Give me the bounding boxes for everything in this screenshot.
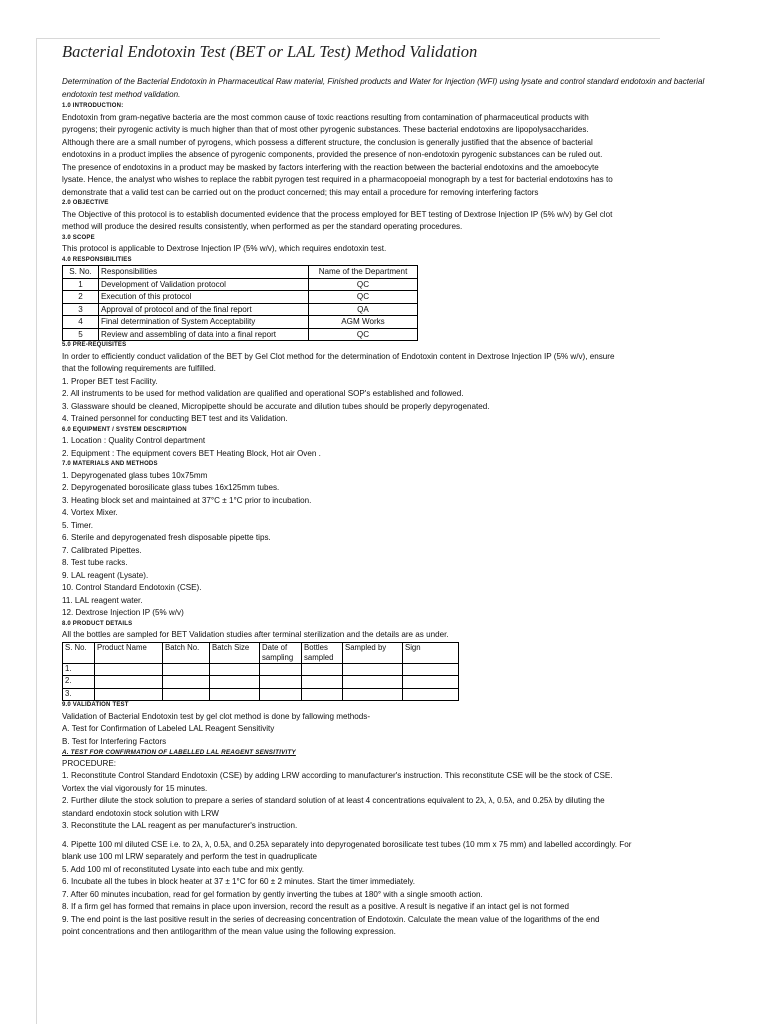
procedure-label: PROCEDURE: bbox=[62, 758, 116, 768]
table-row bbox=[63, 688, 459, 701]
text-line: blank use 100 ml LRW separately and perform the test in quadruplicate bbox=[62, 852, 317, 861]
table-row bbox=[63, 316, 418, 329]
text-line: 10. Control Standard Endotoxin (CSE). bbox=[62, 583, 202, 592]
text-line: 9. LAL reagent (Lysate). bbox=[62, 570, 149, 580]
table-cell bbox=[260, 663, 302, 676]
column-header: Responsibilities bbox=[99, 266, 309, 279]
table-cell bbox=[302, 663, 343, 676]
validation-test-text bbox=[62, 711, 714, 749]
table-cell bbox=[163, 676, 210, 689]
table-cell: 3 bbox=[63, 303, 99, 316]
text-line: 9. The end point is the last positive result in the series of decreasing concentration of Endotoxin. Calculate the mean value of the logarithms of the end bbox=[62, 914, 600, 924]
product-details-intro: All the bottles are sampled for BET Validation studies after terminal sterilization and the details are as under. bbox=[62, 630, 449, 639]
column-header: S. No. bbox=[63, 266, 99, 279]
text-line: 5. Add 100 ml of reconstituted Lysate into each tube and mix gently. bbox=[62, 864, 305, 874]
column-header: Batch No. bbox=[163, 642, 210, 663]
table-cell bbox=[343, 688, 403, 701]
table-cell: 5 bbox=[63, 328, 99, 341]
text-line: 12. Dextrose Injection IP (5% w/v) bbox=[62, 608, 184, 617]
section-heading-equipment: 6.0 EQUIPMENT / SYSTEM DESCRIPTION bbox=[62, 426, 187, 433]
text-line: 4. Vortex Mixer. bbox=[62, 508, 118, 517]
section-heading-materials: 7.0 MATERIALS AND METHODS bbox=[62, 461, 158, 467]
table-cell bbox=[260, 688, 302, 701]
text-line: 1. Proper BET test Facility. bbox=[62, 376, 158, 386]
table-cell bbox=[210, 676, 260, 689]
text-line: B. Test for Interfering Factors bbox=[62, 736, 167, 746]
product-details-table bbox=[62, 642, 459, 702]
table-cell bbox=[260, 676, 302, 689]
table-cell bbox=[210, 688, 260, 701]
text-line: pyrogens; their pyrogenic activity is much higher than that of most other pyrogenic substances. These bacterial endotoxins are lipopolysaccharides. bbox=[62, 125, 589, 134]
table-cell: QC bbox=[309, 291, 418, 304]
text-line: 1. Reconstitute Control Standard Endotoxin (CSE) by adding LRW according to manufacturer's instruction. This reconstitute CSE will be the stock of CSE. bbox=[62, 771, 613, 780]
table-cell bbox=[163, 688, 210, 701]
table-row bbox=[63, 328, 418, 341]
table-cell: Development of Validation protocol bbox=[99, 278, 309, 291]
document-body bbox=[62, 42, 714, 939]
procedure-steps-1 bbox=[62, 770, 714, 833]
text-line: 4. Pipette 100 ml diluted CSE i.e. to 2λ, λ, 0.5λ, and 0.25λ separately into depyrogenated borosilicate test tubes (10 mm x 75 mm) and labelled accordingly. For bbox=[62, 839, 632, 849]
text-line: Endotoxin from gram-negative bacteria are the most common cause of toxic reactions resulting from contamination of pharmaceutical products with bbox=[62, 112, 589, 122]
scope-text bbox=[62, 243, 714, 256]
text-line: 1. Depyrogenated glass tubes 10x75mm bbox=[62, 470, 208, 480]
table-cell: 4 bbox=[63, 316, 99, 329]
table-cell: Final determination of System Acceptability bbox=[99, 316, 309, 329]
table-row bbox=[63, 676, 459, 689]
text-line: 6. Sterile and depyrogenated fresh disposable pipette tips. bbox=[62, 533, 271, 542]
introduction-text bbox=[62, 112, 714, 200]
text-line: 1. Location : Quality Control department bbox=[62, 436, 206, 445]
table-cell: AGM Works bbox=[309, 316, 418, 329]
table-cell bbox=[403, 688, 459, 701]
table-cell bbox=[343, 663, 403, 676]
text-line: 8. Test tube racks. bbox=[62, 558, 128, 567]
table-header-row bbox=[63, 266, 418, 279]
table-cell: Execution of this protocol bbox=[99, 291, 309, 304]
section-heading-responsibilities: 4.0 RESPONSIBILITIES bbox=[62, 256, 132, 263]
column-header: Product Name bbox=[95, 642, 163, 663]
table-cell bbox=[403, 676, 459, 689]
column-header: Batch Size bbox=[210, 642, 260, 663]
text-line: In order to efficiently conduct validation of the BET by Gel Clot method for the determination of Endotoxin content in Dextrose Injection IP (5% w/v), ensure bbox=[62, 351, 615, 361]
table-cell bbox=[95, 663, 163, 676]
table-cell: Review and assembling of data into a final report bbox=[99, 328, 309, 341]
table-row bbox=[63, 291, 418, 304]
section-heading-product-details: 8.0 PRODUCT DETAILS bbox=[62, 620, 133, 627]
section-heading-objective: 2.0 OBJECTIVE bbox=[62, 200, 109, 206]
text-line: 6. Incubate all the tubes in block heater at 37 ± 1°C for 60 ± 2 minutes. Start the timer immediately. bbox=[62, 877, 415, 886]
text-line: Vortex the vial vigorously for 15 minutes. bbox=[62, 783, 208, 793]
text-line: 3. Reconstitute the LAL reagent as per manufacturer's instruction. bbox=[62, 821, 298, 830]
column-header: Date of sampling bbox=[260, 642, 302, 663]
column-header: Bottles sampled bbox=[302, 642, 343, 663]
table-cell bbox=[210, 663, 260, 676]
subsection-heading-lal-sensitivity: A. TEST FOR CONFIRMATION OF LABELLED LAL REAGENT SENSITIVITY bbox=[62, 749, 296, 756]
text-line: Validation of Bacterial Endotoxin test by gel clot method is done by fallowing methods- bbox=[62, 711, 371, 721]
table-cell: QA bbox=[309, 303, 418, 316]
table-cell bbox=[163, 663, 210, 676]
text-line: method will produce the desired results consistently, when performed as per the standard operating procedures. bbox=[62, 222, 463, 231]
text-line: The Objective of this protocol is to establish documented evidence that the process employed for BET testing of Dextrose Injection IP (5% w/v) by Gel clot bbox=[62, 209, 613, 219]
text-line: 7. Calibrated Pipettes. bbox=[62, 545, 142, 555]
table-header-row bbox=[63, 642, 459, 663]
text-line: This protocol is applicable to Dextrose Injection IP (5% w/v), which requires endotoxin test. bbox=[62, 244, 387, 253]
text-line: demonstrate that a valid test can be carried out on the product concerned; this may entail a procedure for removing interfering factors bbox=[62, 187, 539, 197]
text-line: 3. Heating block set and maintained at 37°C ± 1°C prior to incubation. bbox=[62, 495, 312, 505]
text-line: endotoxins in a product implies the absence of pyrogenic components, provided the presence of non-endotoxin pyrogenic substances can be ruled out. bbox=[62, 150, 603, 159]
table-row bbox=[63, 663, 459, 676]
text-line: 4. Trained personnel for conducting BET test and its Validation. bbox=[62, 414, 288, 423]
table-cell: 2 bbox=[63, 291, 99, 304]
product-details-body bbox=[63, 663, 459, 701]
text-line: 2. Equipment : The equipment covers BET Heating Block, Hot air Oven . bbox=[62, 448, 321, 458]
text-line: lysate. Hence, the analyst who wishes to replace the rabbit pyrogen test required in a pharmacopoeial monograph by a test for bacterial endotoxins has to bbox=[62, 175, 613, 184]
text-line: 5. Timer. bbox=[62, 520, 94, 530]
text-line: 7. After 60 minutes incubation, read for gel formation by gently inverting the tubes at 180° with a single smooth action. bbox=[62, 889, 483, 899]
table-cell: 1 bbox=[63, 278, 99, 291]
section-heading-scope: 3.0 SCOPE bbox=[62, 234, 95, 241]
table-cell: QC bbox=[309, 278, 418, 291]
text-line: Although there are a small number of pyrogens, which possess a different structure, the conclusion is generally justified that the absence of bacterial bbox=[62, 137, 593, 147]
text-line: 3. Glassware should be cleaned, Micropipette should be accurate and dilution tubes should be properly depyrogenated. bbox=[62, 401, 490, 411]
table-cell: 1. bbox=[63, 663, 95, 676]
procedure-steps-2 bbox=[62, 839, 714, 939]
table-cell bbox=[95, 688, 163, 701]
table-cell: 3. bbox=[63, 688, 95, 701]
table-cell bbox=[403, 663, 459, 676]
responsibilities-table bbox=[62, 265, 418, 341]
table-cell bbox=[343, 676, 403, 689]
section-heading-prerequisites: 5.0 PRE-REQUISITES bbox=[62, 342, 127, 348]
text-line: point concentrations and then antilogarithm of the mean value using the following expression. bbox=[62, 927, 396, 936]
table-cell: Approval of protocol and of the final report bbox=[99, 303, 309, 316]
objective-text bbox=[62, 209, 714, 234]
document-title: Bacterial Endotoxin Test (BET or LAL Test) Method Validation bbox=[62, 42, 478, 61]
text-line: The presence of endotoxins in a product may be masked by factors interfering with the reaction between the bacterial endotoxins and the amoebocyte bbox=[62, 162, 599, 172]
table-cell: 2. bbox=[63, 676, 95, 689]
column-header: Sampled by bbox=[343, 642, 403, 663]
table-cell bbox=[302, 688, 343, 701]
table-cell bbox=[95, 676, 163, 689]
materials-list bbox=[62, 470, 714, 620]
column-header: S. No. bbox=[63, 642, 95, 663]
text-line: standard endotoxin stock solution with LRW bbox=[62, 808, 219, 818]
text-line: 11. LAL reagent water. bbox=[62, 595, 143, 605]
table-row bbox=[63, 303, 418, 316]
column-header: Sign bbox=[403, 642, 459, 663]
text-line: 2. All instruments to be used for method validation are qualified and operational SOP's established and followed. bbox=[62, 389, 464, 398]
equipment-text bbox=[62, 435, 714, 460]
prerequisites-text bbox=[62, 351, 714, 426]
text-line: 2. Depyrogenated borosilicate glass tubes 16x125mm tubes. bbox=[62, 483, 280, 492]
text-line: 8. If a firm gel has formed that remains in place upon inversion, record the result as a positive. A result is negative if an intact gel is not formed bbox=[62, 902, 570, 911]
text-line: 2. Further dilute the stock solution to prepare a series of standard solution of at least 4 concentrations equivalent to 2λ, λ, 0.5λ, and 0.25λ by diluting the bbox=[62, 796, 605, 805]
column-header: Name of the Department bbox=[309, 266, 418, 279]
table-cell: QC bbox=[309, 328, 418, 341]
table-cell bbox=[302, 676, 343, 689]
table-row bbox=[63, 278, 418, 291]
section-heading-introduction: 1.0 INTRODUCTION: bbox=[62, 103, 124, 109]
text-line: that the following requirements are fulfilled. bbox=[62, 364, 216, 373]
text-line: A. Test for Confirmation of Labeled LAL Reagent Sensitivity bbox=[62, 724, 275, 733]
document-subtitle: Determination of the Bacterial Endotoxin in Pharmaceutical Raw material, Finished products and Water for Injection (WFI) using lysate and control standard endotoxin and bacterial endotoxin test method validation. bbox=[62, 77, 705, 99]
section-heading-validation-test: 9.0 VALIDATION TEST bbox=[62, 702, 129, 708]
responsibilities-body bbox=[63, 278, 418, 341]
